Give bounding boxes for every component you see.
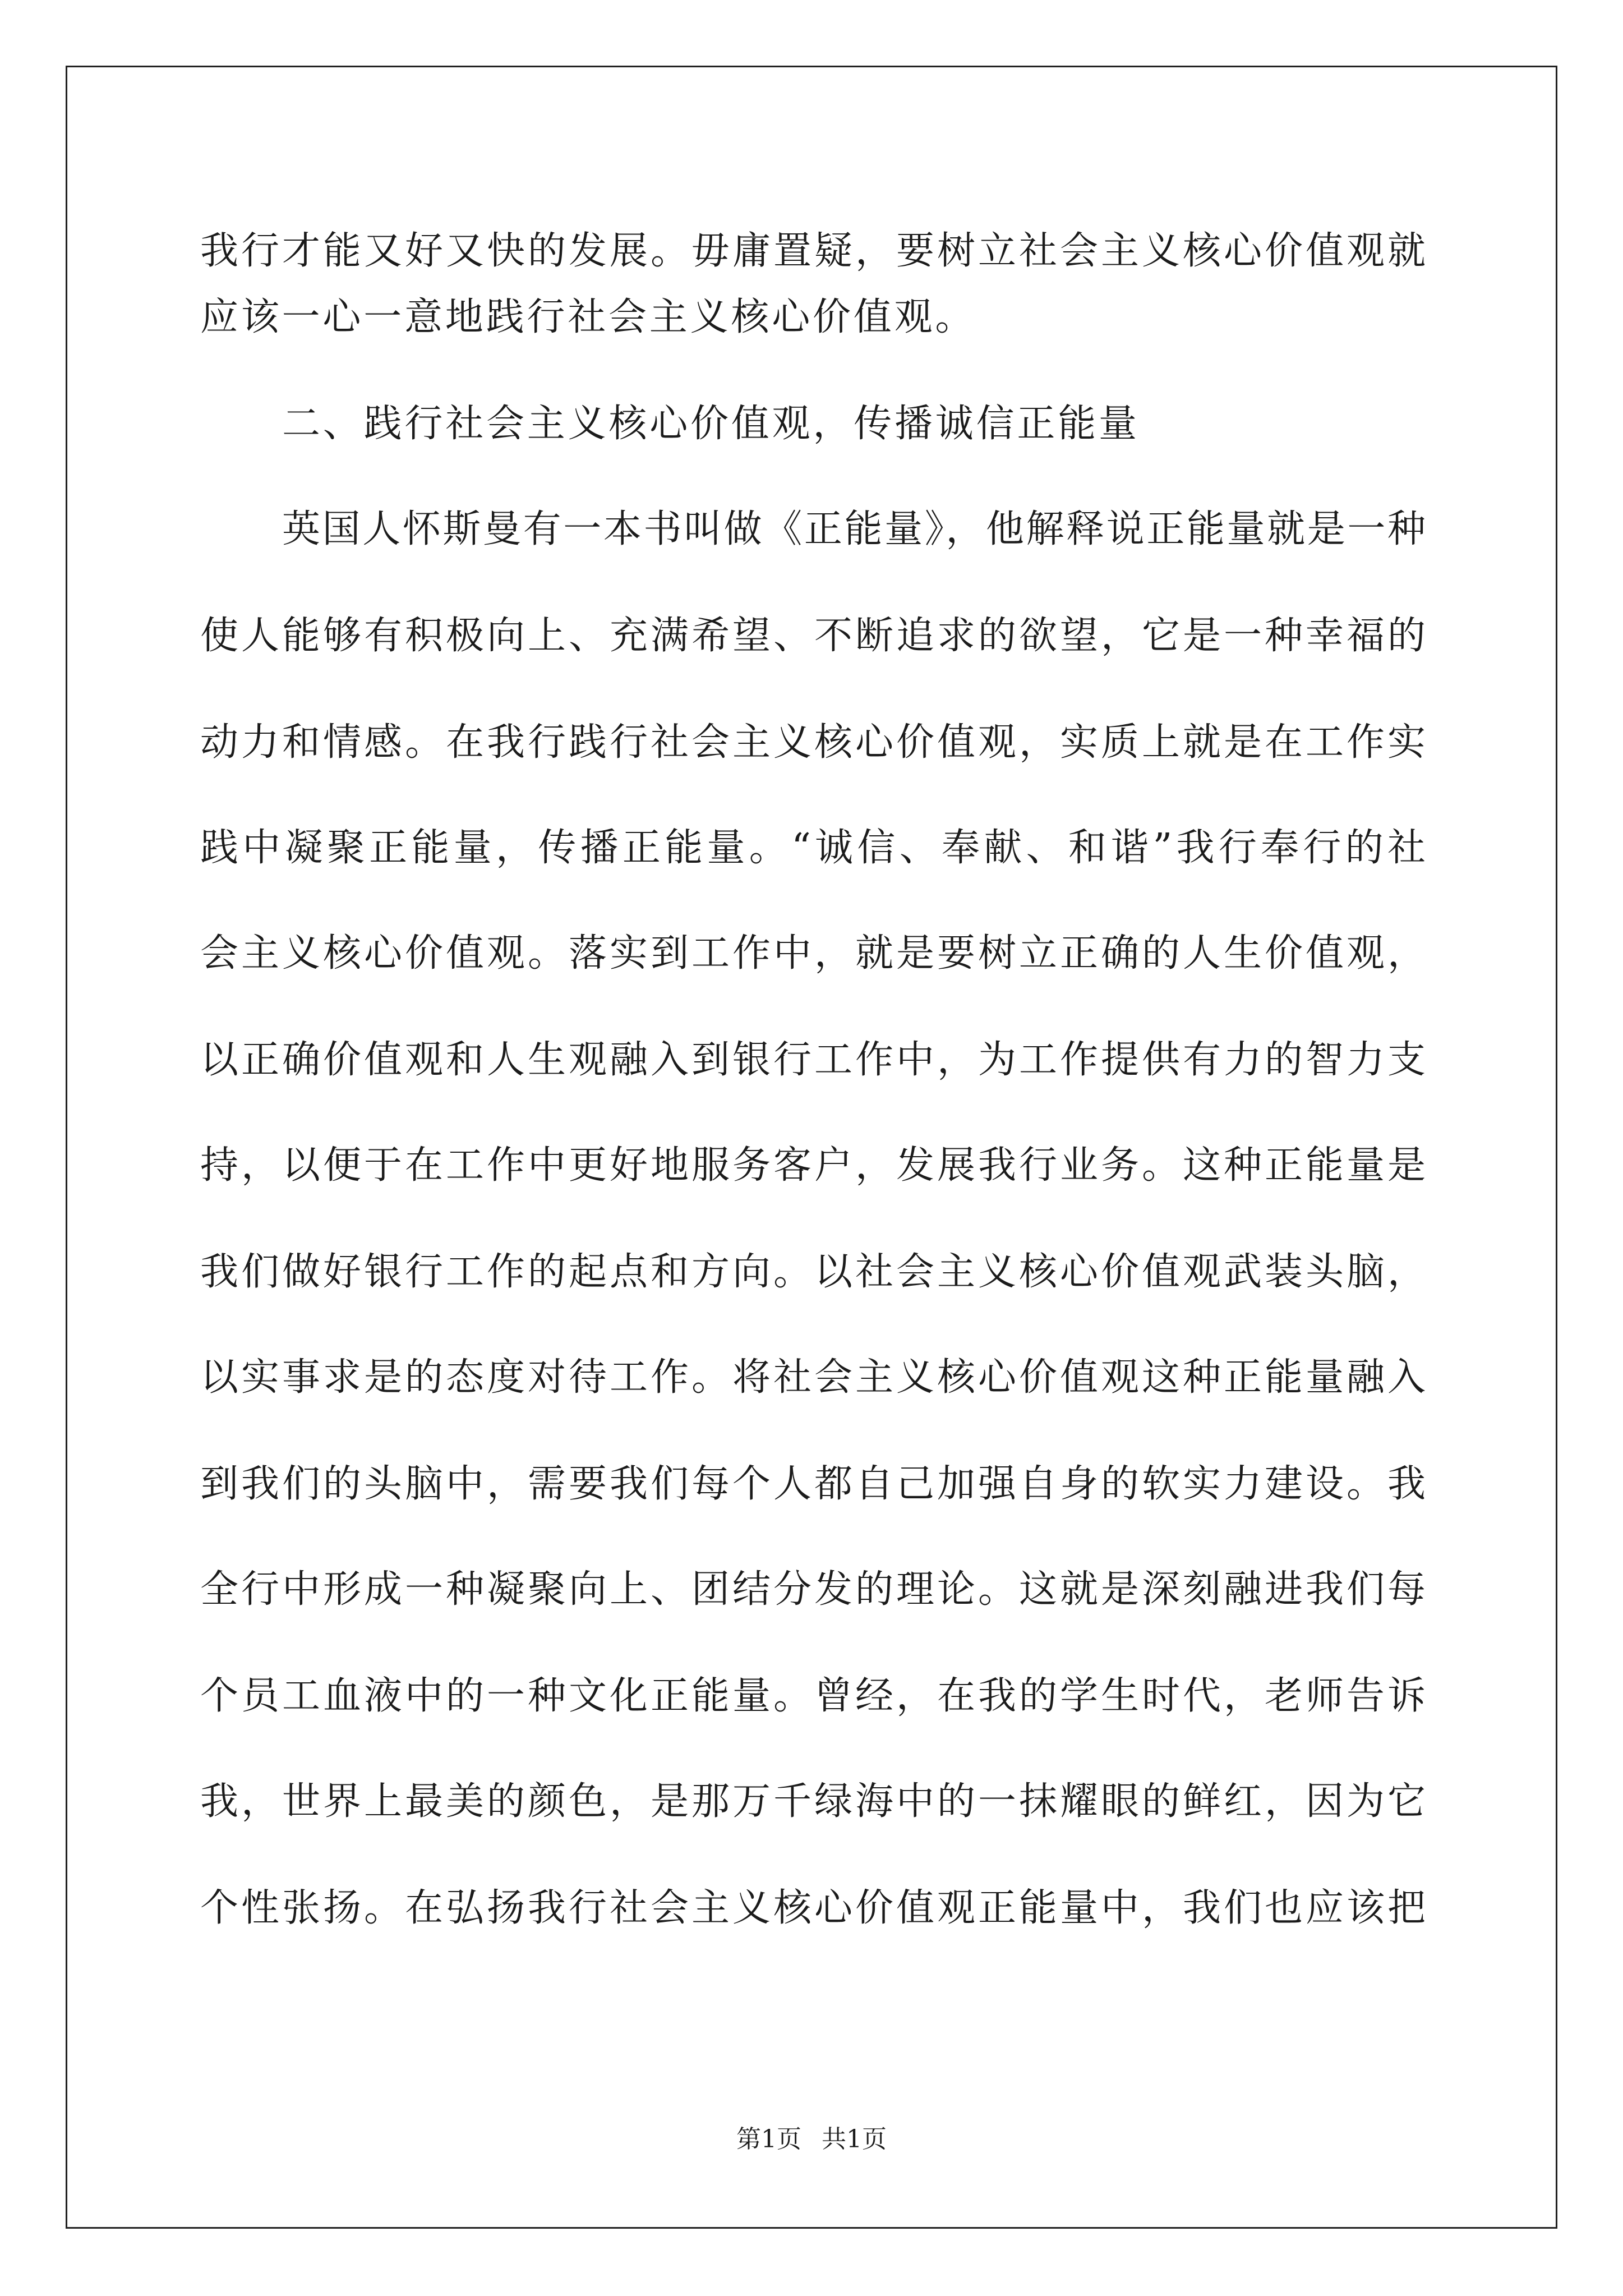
page-number-footer: 第1页 共1页 — [736, 2125, 887, 2154]
text-line: 个性张扬。在弘扬我行社会主义核心价值观正能量中，我们也应该把 — [200, 1886, 1426, 1930]
text-line: 应该一心一意地践行社会主义核心价值观。 — [200, 295, 976, 339]
text-line: 动力和情感。在我行践行社会主义核心价值观，实质上就是在工作实 — [200, 720, 1426, 765]
text-line: 到我们的头脑中，需要我们每个人都自己加强自身的软实力建设。我 — [200, 1462, 1426, 1506]
text-line: 英国人怀斯曼有一本书叫做《正能量》，他解释说正能量就是一种 — [282, 507, 1426, 551]
text-line: 持，以便于在工作中更好地服务客户，发展我行业务。这种正能量是 — [200, 1143, 1426, 1188]
text-line: 我，世界上最美的颜色，是那万千绿海中的一抹耀眼的鲜红，因为它 — [200, 1779, 1426, 1824]
text-line: 我行才能又好又快的发展。毋庸置疑，要树立社会主义核心价值观就 — [200, 229, 1426, 273]
section-heading: 二、践行社会主义核心价值观，传播诚信正能量 — [282, 402, 1140, 446]
text-line: 以实事求是的态度对待工作。将社会主义核心价值观这种正能量融入 — [200, 1355, 1426, 1400]
text-line: 以正确价值观和人生观融入到银行工作中，为工作提供有力的智力支 — [200, 1038, 1426, 1082]
text-line: 践中凝聚正能量，传播正能量。“诚信、奉献、和谐”我行奉行的社 — [200, 826, 1426, 870]
text-line: 全行中形成一种凝聚向上、团结分发的理论。这就是深刻融进我们每 — [200, 1567, 1426, 1612]
text-line: 会主义核心价值观。落实到工作中，就是要树立正确的人生价值观， — [200, 931, 1426, 976]
text-line: 我们做好银行工作的起点和方向。以社会主义核心价值观武装头脑， — [200, 1250, 1426, 1294]
text-line: 个员工血液中的一种文化正能量。曾经，在我的学生时代，老师告诉 — [200, 1674, 1426, 1718]
text-line: 使人能够有积极向上、充满希望、不断追求的欲望，它是一种幸福的 — [200, 614, 1426, 658]
